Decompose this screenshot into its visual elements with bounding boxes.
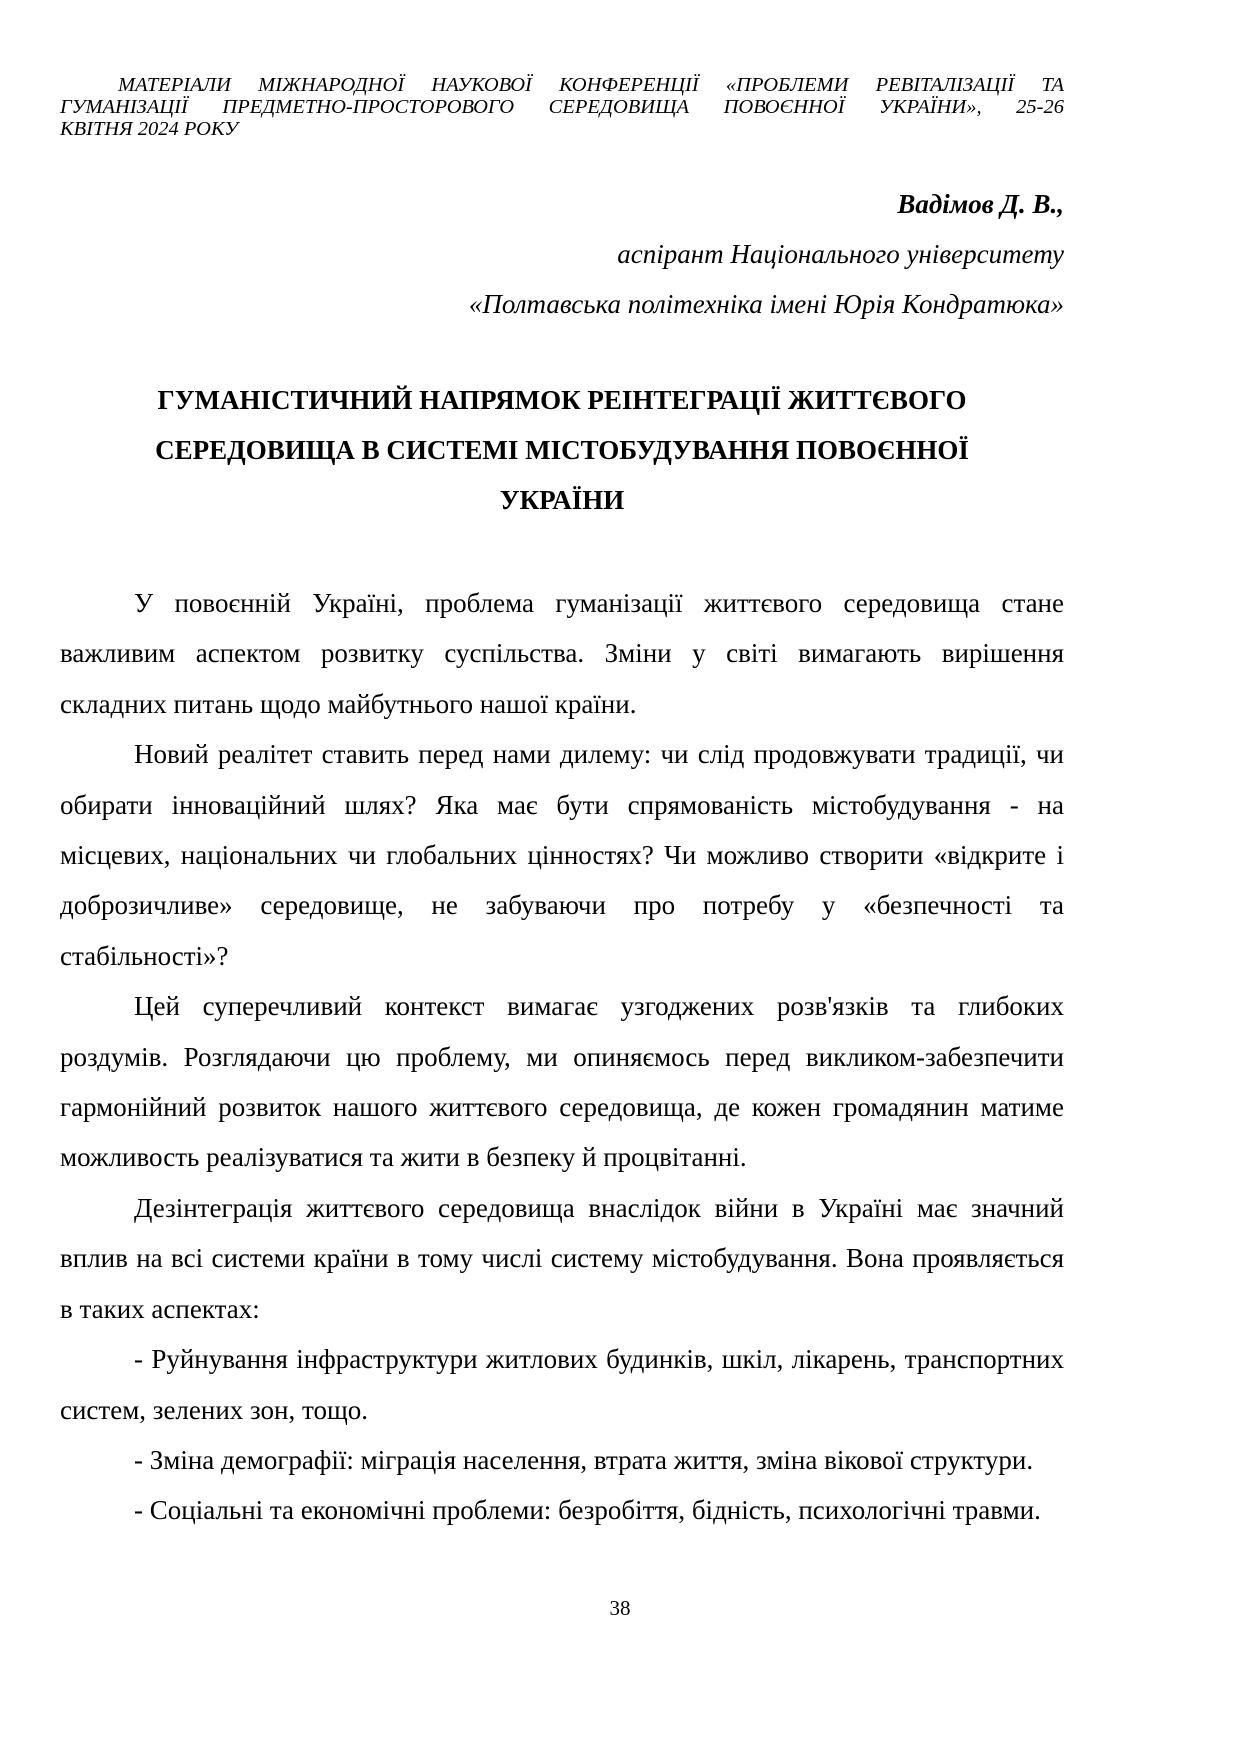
running-header bbox=[60, 74, 1064, 140]
title-line-2: СЕРЕДОВИЩА В СИСТЕМІ МІСТОБУДУВАННЯ ПОВОЄННОЇ bbox=[155, 435, 969, 465]
page-number: 38 bbox=[609, 1596, 631, 1620]
article-body bbox=[60, 578, 1064, 1536]
header-line-1: МАТЕРІАЛИ МІЖНАРОДНОЇ НАУКОВОЇ КОНФЕРЕНЦІЇ «ПРОБЛЕМИ РЕВІТАЛІЗАЦІЇ ТА bbox=[118, 74, 1064, 96]
author-name: Вадімов Д. В., bbox=[897, 189, 1064, 219]
title-line-3: УКРАЇНИ bbox=[499, 485, 625, 515]
list-item-paragraph: - Руйнування інфраструктури житлових будинків, шкіл, лікарень, транспортних систем, зелених зон, тощо. bbox=[60, 1344, 1064, 1425]
header-line-3: КВІТНЯ 2024 РОКУ bbox=[60, 118, 239, 140]
list-item-paragraph: - Зміна демографії: міграція населення, втрата життя, зміна вікової структури. bbox=[134, 1444, 1034, 1475]
header-line-2: ГУМАНІЗАЦІЇ ПРЕДМЕТНО-ПРОСТОРОВОГО СЕРЕДОВИЩА ПОВОЄННОЇ УКРАЇНИ», 25-26 bbox=[60, 96, 1064, 118]
paragraph: Дезінтеграція життєвого середовища внаслідок війни в Україні має значний вплив на всі системи країни в тому числі систему містобудування. Вона проявляється в таких аспектах: bbox=[60, 1192, 1064, 1324]
title-line-1: ГУМАНІСТИЧНИЙ НАПРЯМОК РЕІНТЕГРАЦІЇ ЖИТТЄВОГО bbox=[157, 385, 967, 415]
author-affiliation-line-2: «Полтавська політехніка імені Юрія Кондратюка» bbox=[468, 289, 1064, 319]
list-item-paragraph: - Соціальні та економічні проблеми: безробіття, бідність, психологічні травми. bbox=[134, 1495, 1041, 1526]
paragraph: Новий реалітет ставить перед нами дилему: чи слід продовжувати традиції, чи обирати інноваційний шлях? Яка має бути спрямованість містобудування - на місцевих, національних чи глобальних цінностях? Чи можливо створити «відкрите і доброзичливе» середовище, не забуваючи про потребу у «безпечності та стабільності»? bbox=[60, 739, 1064, 971]
author-affiliation-line-1: аспірант Національного університету bbox=[617, 239, 1064, 269]
paragraph: У повоєнній Україні, проблема гуманізації життєвого середовища стане важливим аспектом розвитку суспільства. Зміни у світі вимагають вирішення складних питань щодо майбутнього нашої країни. bbox=[60, 588, 1064, 719]
author-block bbox=[469, 179, 1064, 329]
article-title bbox=[60, 375, 1064, 525]
paragraph: Цей суперечливий контекст вимагає узгоджених розв'язків та глибоких роздумів. Розглядаючи цю проблему, ми опиняємось перед викликом-забезпечити гармонійний розвиток нашого життєвого середовища, де кожен громадянин матиме можливость реалізуватися та жити в безпеку й процвітанні. bbox=[60, 991, 1064, 1173]
